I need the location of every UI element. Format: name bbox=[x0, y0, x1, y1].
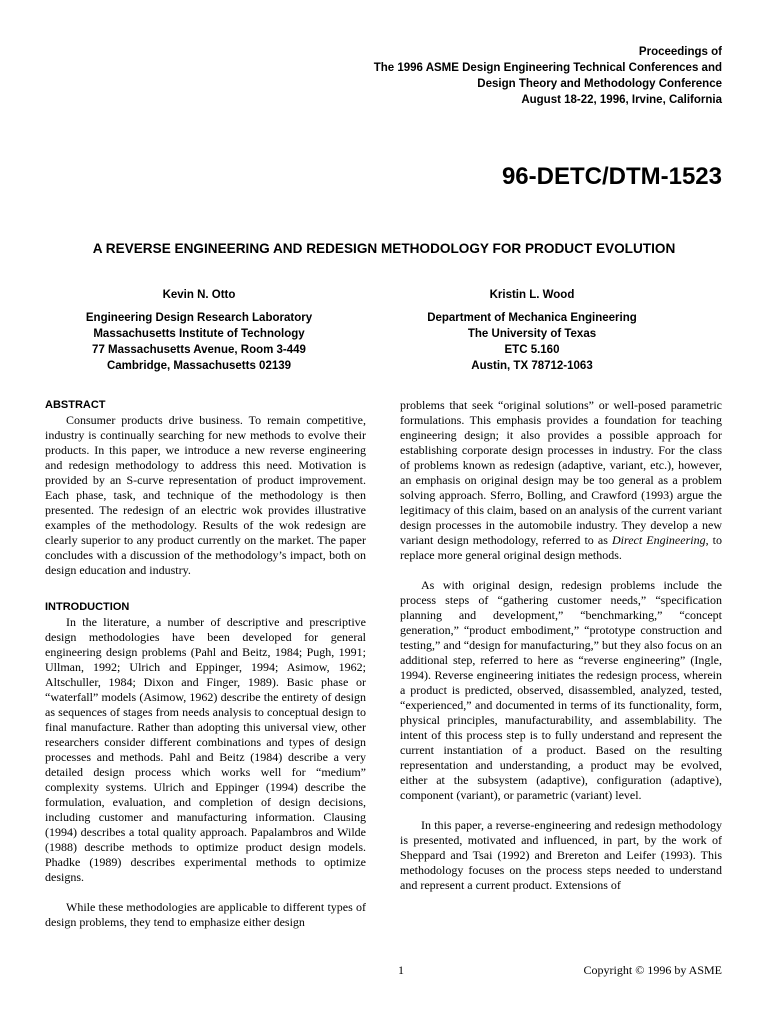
introduction-heading: INTRODUCTION bbox=[45, 601, 130, 613]
paper-title: A REVERSE ENGINEERING AND REDESIGN METHODOLOGY FOR PRODUCT EVOLUTION bbox=[92, 241, 676, 256]
section-gap bbox=[45, 578, 366, 600]
author-block bbox=[29, 287, 369, 374]
author-affiliation-line: Department of Mechanica Engineering bbox=[427, 312, 637, 324]
paragraph-gap bbox=[45, 885, 366, 900]
page-number: 1 bbox=[398, 963, 404, 977]
proceedings-line: Proceedings of bbox=[638, 46, 722, 58]
introduction-paragraph: While these methodologies are applicable to different types of design problems, they tend to emphasize either design bbox=[45, 900, 366, 929]
paragraph-gap bbox=[400, 803, 722, 818]
author-affiliation-line: Austin, TX 78712-1063 bbox=[471, 360, 593, 372]
paper-id: 96-DETC/DTM-1523 bbox=[501, 163, 722, 190]
proceedings-header bbox=[162, 44, 722, 108]
abstract-text: Consumer products drive business. To remain competitive, industry is continually searching for new methods to evolve their products. In this paper, we introduce a new reverse engineering and redesign methodology to address this need. Motivation is provided by an S-curve representation of product improvement. Each phase, task, and technique of the methodology is then presented. The redesign of an electric wok provides illustrative examples of the methodology. Results of the wok redesign are clearly superior to any product currently on the market. The paper concludes with a discussion of the methodology’s impact, both on design education and industry. bbox=[45, 413, 366, 577]
copyright-notice: Copyright © 1996 by ASME bbox=[583, 963, 722, 977]
introduction-paragraph-continued bbox=[400, 398, 722, 563]
author-name: Kristin L. Wood bbox=[489, 289, 575, 301]
emphasis-text: Direct Engineering bbox=[611, 533, 706, 547]
conference-line: The 1996 ASME Design Engineering Technical Conferences and bbox=[373, 62, 722, 74]
paragraph-text: , to replace more general original design methods. bbox=[400, 533, 722, 562]
paragraph-gap bbox=[400, 563, 722, 578]
conference-line: Design Theory and Methodology Conference bbox=[477, 78, 722, 90]
introduction-paragraph: As with original design, redesign problems include the process steps of “gathering customer needs,” “specification planning and development,” “benchmarking,” “concept generation,” “product embodiment,” “prototype construction and testing,” and “design for manufacturing,” but they also focus on an additional step, referred to here as “reverse engineering” (Ingle, 1994). Reverse engineering initiates the redesign process, wherein a product is predicted, observed, disassembled, analyzed, tested, “experienced,” and documented in terms of its functionality, form, physical principles, manufacturability, and assemblability. The intent of this process step is to fully understand and represent the current instantiation of a product. Based on the resulting representation and understanding, a product may be evolved, either at the subsystem (adaptive), configuration (adaptive), component (variant), or parametric (variant) level. bbox=[400, 578, 722, 802]
paragraph-text: problems that seek “original solutions” or well-posed parametric formulations. This emphasis provides a foundation for teaching engineering design; it also provides a possible approach for establishing corporate design processes in industry. For the class of problems known as redesign (adaptive, variant, etc.), however, an emphasis on original design may be too general as a problem solving approach. Sferro, Bolling, and Crawford (1993) argue the legitimacy of this claim, based on an analysis of the current variant design processes in the automobile industry. They develop a new variant design methodology, referred to as bbox=[400, 398, 722, 547]
author-affiliation-line: ETC 5.160 bbox=[504, 344, 560, 356]
author-affiliation-line: The University of Texas bbox=[467, 328, 597, 340]
conference-date-line: August 18-22, 1996, Irvine, California bbox=[521, 94, 722, 106]
introduction-paragraph: In this paper, a reverse-engineering and redesign methodology is presented, motivated and influenced, in part, by the work of Sheppard and Tsai (1992) and Brereton and Leifer (1993). This methodology focuses on the process steps needed to understand and represent a current product. Extensions of bbox=[400, 818, 722, 892]
author-name: Kevin N. Otto bbox=[162, 289, 236, 301]
author-affiliation-line: 77 Massachusetts Avenue, Room 3-449 bbox=[92, 344, 306, 356]
introduction-paragraph: In the literature, a number of descriptive and prescriptive design methodologies have been developed for general engineering design problems (Pahl and Beitz, 1984; Pugh, 1991; Ullman, 1992; Ulrich and Eppinger, 1994; Asimow, 1962; Altschuller, 1984; Dixon and Finger, 1989). Basic phase or “waterfall” models (Asimow, 1962) describe the entirety of design as sequences of stages from needs analysis to conceptual design to final manufacture. Rather than adopting this universal view, other researchers consider different combinations and types of design processes and methods. Pahl and Beitz (1984) describe a very detailed design process which works well for “medium” complexity systems. Ulrich and Eppinger (1994) describe the formulation, evaluation, and completion of design decisions, including customer and manufacturing information. Clausing (1994) describes a total quality approach. Papalambros and Wilde (1988) describe methods to optimize product design models. Phadke (1989) describes experimental methods to optimize designs. bbox=[45, 615, 366, 884]
left-column bbox=[45, 398, 366, 930]
right-column bbox=[400, 398, 722, 893]
author-block bbox=[362, 287, 702, 374]
abstract-heading: ABSTRACT bbox=[45, 399, 106, 411]
author-affiliation-line: Cambridge, Massachusetts 02139 bbox=[106, 360, 292, 372]
author-affiliation-line: Massachusetts Institute of Technology bbox=[93, 328, 305, 340]
author-affiliation-line: Engineering Design Research Laboratory bbox=[85, 312, 313, 324]
